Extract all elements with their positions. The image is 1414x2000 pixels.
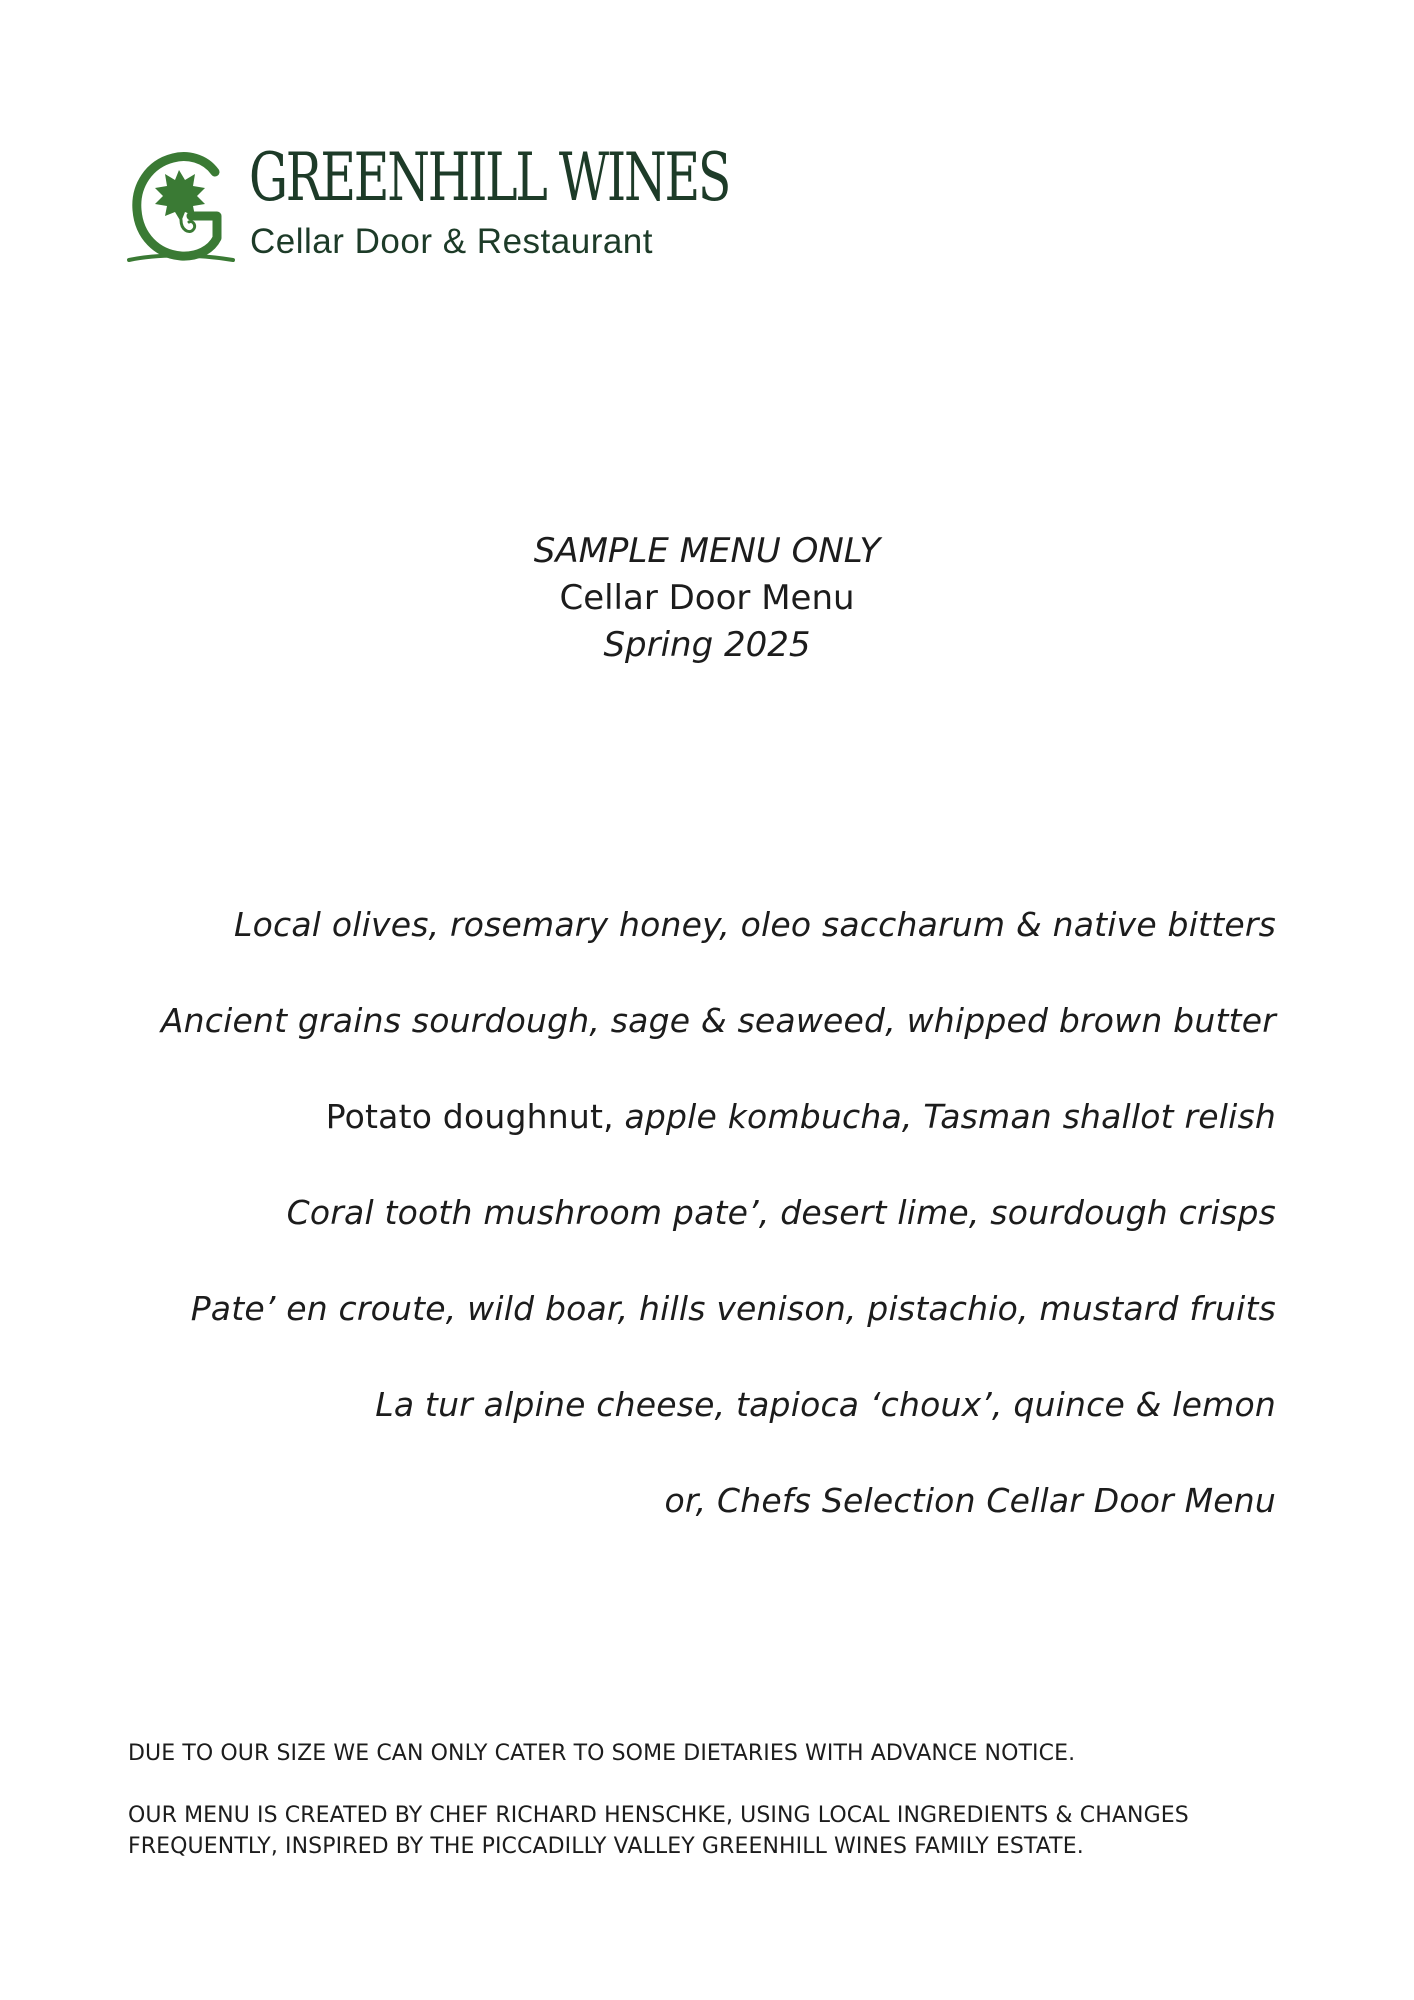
- dietary-note: DUE TO OUR SIZE WE CAN ONLY CATER TO SOME DIETARIES WITH ADVANCE NOTICE.: [128, 1741, 1076, 1766]
- menu-item-text: La tur alpine cheese, tapioca ‘choux’, quince & lemon: [375, 1385, 1276, 1424]
- menu-item-text: or, Chefs Selection Cellar Door Menu: [664, 1481, 1276, 1520]
- vine-leaf-g-monogram-icon: [127, 150, 235, 264]
- menu-item: [96, 1092, 1276, 1188]
- brand-tagline: Cellar Door & Restaurant: [250, 222, 653, 261]
- footer-notes: [128, 1738, 1308, 1862]
- menu-list: [96, 900, 1276, 1572]
- menu-season: Spring 2025: [603, 625, 811, 665]
- menu-item-text: Local olives, rosemary honey, oleo saccharum & native bitters: [234, 905, 1276, 944]
- menu-item: [96, 1476, 1276, 1572]
- menu-item: [96, 1284, 1276, 1380]
- menu-item-text: Ancient grains sourdough, sage & seaweed, whipped brown butter: [160, 1001, 1276, 1040]
- menu-item: [96, 1188, 1276, 1284]
- chef-note: [128, 1800, 1308, 1862]
- menu-item-text: Pate’ en croute, wild boar, hills venison, pistachio, mustard fruits: [190, 1289, 1276, 1328]
- menu-item-text: apple kombucha, Tasman shallot relish: [624, 1097, 1276, 1136]
- menu-item: [96, 996, 1276, 1092]
- chef-note-line: OUR MENU IS CREATED BY CHEF RICHARD HENSCHKE, USING LOCAL INGREDIENTS & CHANGES: [128, 1803, 1189, 1828]
- menu-heading: [0, 528, 1414, 669]
- menu-title: Cellar Door Menu: [559, 578, 855, 618]
- sample-notice: SAMPLE MENU ONLY: [533, 531, 881, 571]
- menu-item: [96, 900, 1276, 996]
- chef-note-line: FREQUENTLY, INSPIRED BY THE PICCADILLY VALLEY GREENHILL WINES FAMILY ESTATE.: [128, 1834, 1084, 1859]
- menu-item-text: Coral tooth mushroom pate’, desert lime, sourdough crisps: [286, 1193, 1276, 1232]
- menu-item-text-upright: Potato doughnut,: [325, 1097, 625, 1136]
- brand-name: GREENHILL WINES: [249, 139, 730, 216]
- brand-logo: [127, 139, 730, 272]
- menu-item: [96, 1380, 1276, 1476]
